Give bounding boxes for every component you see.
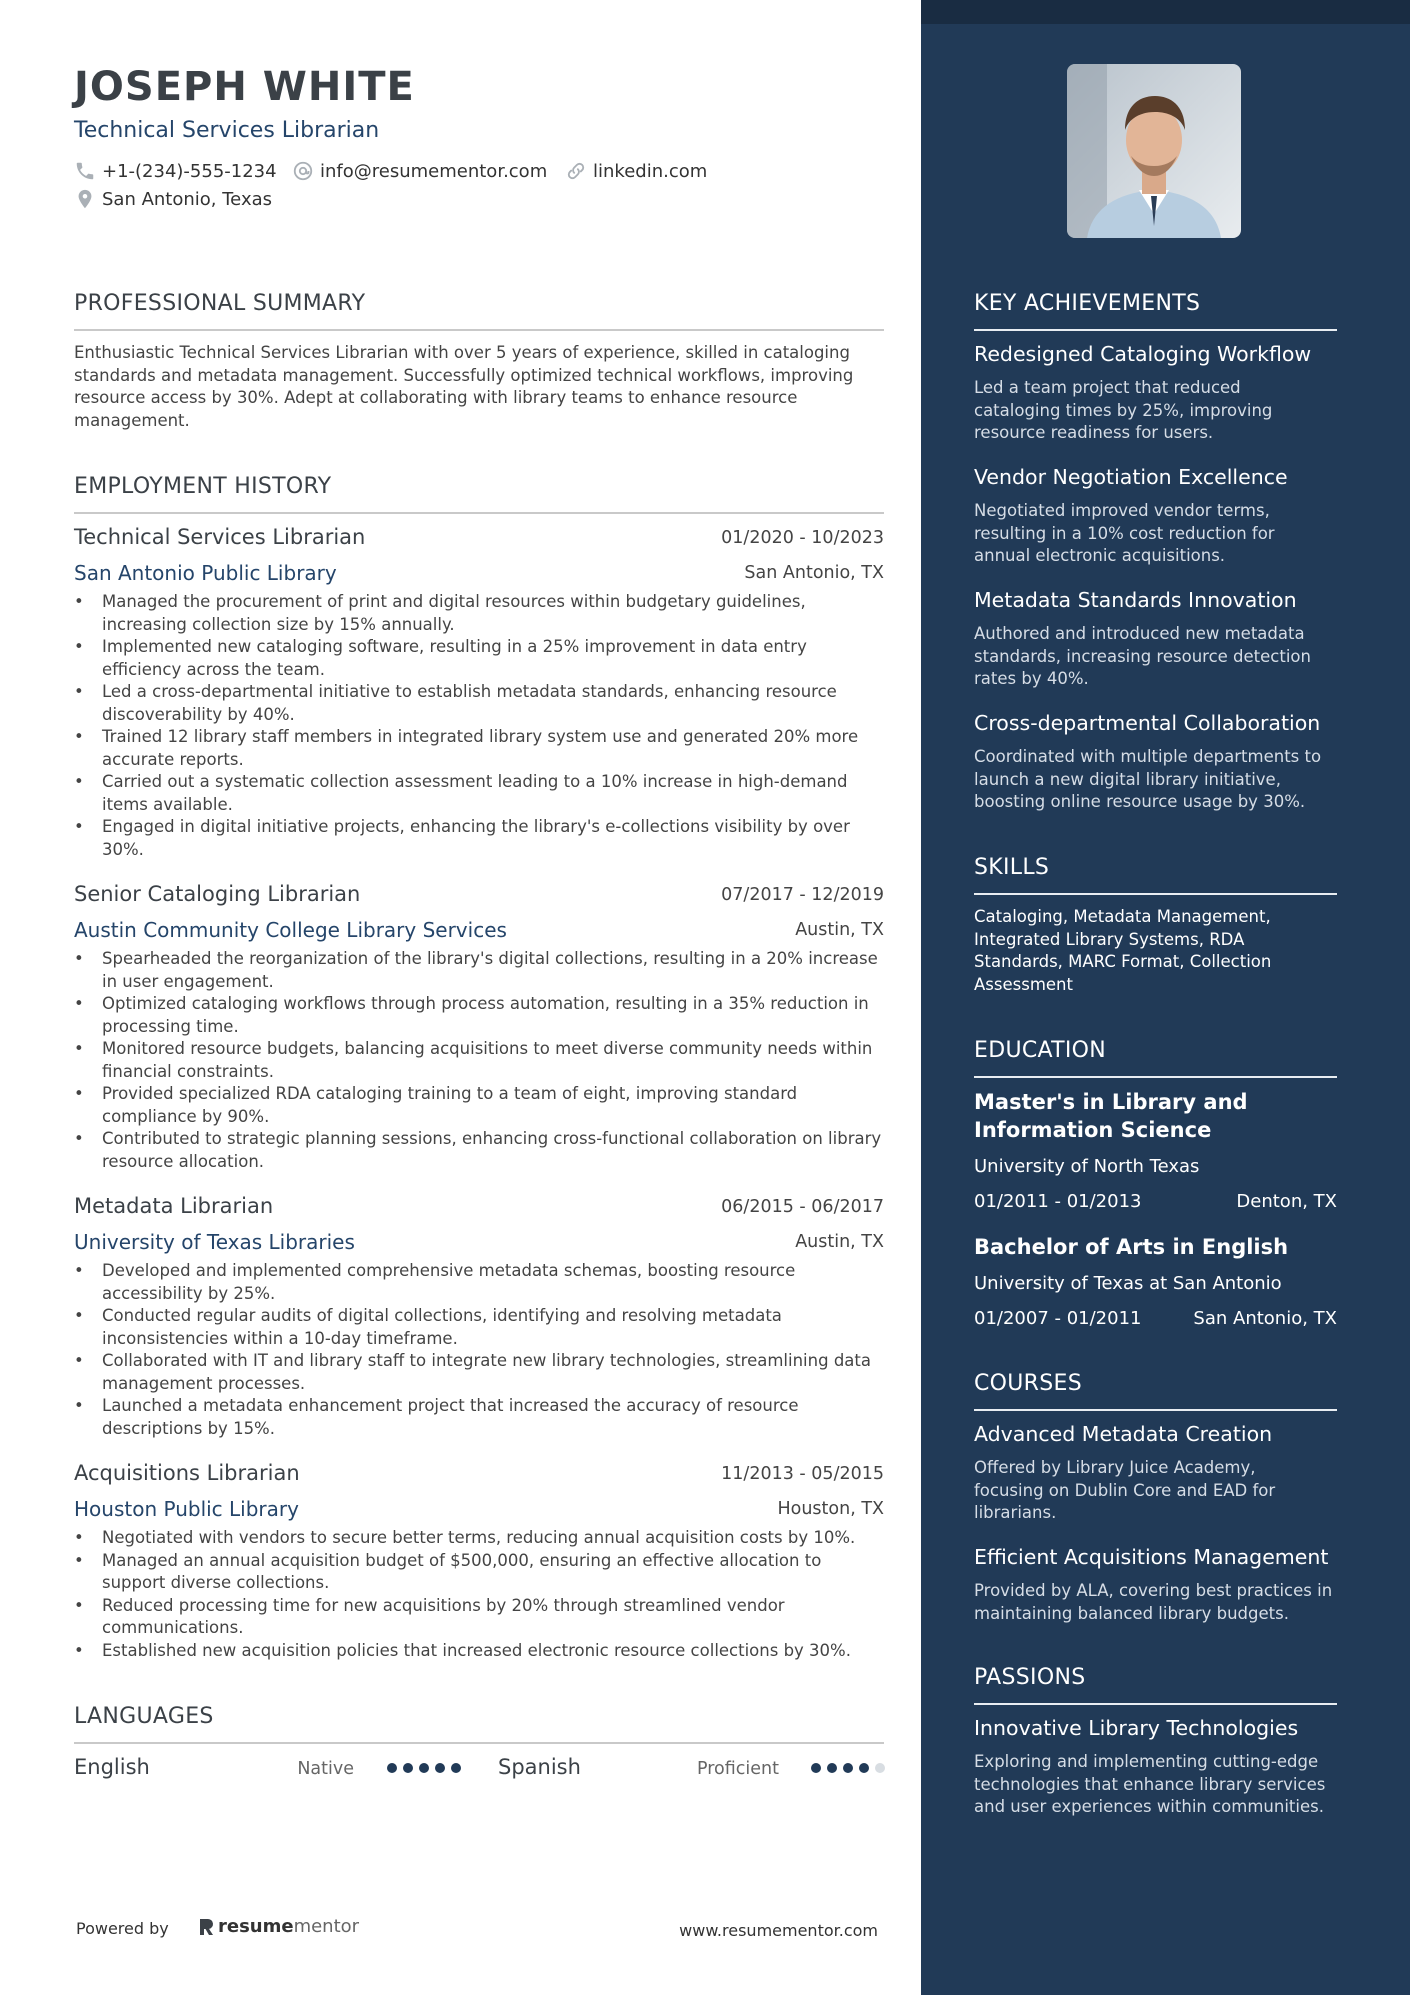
brand-mark-icon: [198, 1917, 214, 1937]
courses-heading: COURSES: [974, 1371, 1082, 1396]
rating-dot: [859, 1763, 869, 1773]
job-title: Acquisitions Librarian: [74, 1461, 300, 1485]
bullet-item: • Spearheaded the reorganization of the library's digital collections, resulting in a 20% increase in user engagement.: [74, 948, 884, 993]
job-company: Austin Community College Library Services: [74, 918, 507, 942]
at-icon: [292, 160, 314, 182]
languages-heading: LANGUAGES: [74, 1704, 214, 1729]
achievement-title: Cross-departmental Collaboration: [974, 711, 1321, 735]
rating-dot: [435, 1763, 445, 1773]
bullet-item: • Engaged in digital initiative projects, enhancing the library's e-collections visibility by over 30%.: [74, 816, 884, 861]
job-title: Technical Services Librarian: [74, 525, 366, 549]
email-text: info@resumementor.com: [320, 160, 548, 182]
achievement-title: Metadata Standards Innovation: [974, 588, 1297, 612]
bullet-item: • Trained 12 library staff members in integrated library system use and generated 20% more accurate reports.: [74, 726, 884, 771]
language-name: Spanish: [498, 1755, 581, 1779]
profile-photo: [1067, 64, 1241, 238]
education-school: University of North Texas: [974, 1156, 1200, 1177]
job-company: San Antonio Public Library: [74, 561, 337, 585]
course-text: Offered by Library Juice Academy, focusing on Dublin Core and EAD for librarians.: [974, 1458, 1276, 1522]
rating-dot: [419, 1763, 429, 1773]
achievements-divider: [974, 329, 1337, 331]
job-location: Austin, TX: [795, 1232, 884, 1252]
job-location: San Antonio, TX: [744, 563, 884, 583]
bullet-item: • Managed the procurement of print and digital resources within budgetary guidelines, increasing collection size by 15% annually.: [74, 591, 884, 636]
link-icon: [565, 160, 587, 182]
contact-linkedin[interactable]: [565, 160, 707, 182]
bullet-item: • Conducted regular audits of digital collections, identifying and resolving metadata inconsistencies within a 10-day timeframe.: [74, 1305, 884, 1350]
employment-divider: [74, 512, 884, 514]
language-rating: [811, 1763, 885, 1773]
job-bullets: [74, 1527, 884, 1662]
job-bullets: [74, 591, 884, 861]
location-pin-icon: [74, 188, 96, 210]
contact-phone[interactable]: [74, 160, 277, 182]
bullet-item: • Carried out a systematic collection assessment leading to a 10% increase in high-demand items available.: [74, 771, 884, 816]
rating-dot: [387, 1763, 397, 1773]
bullet-item: • Developed and implemented comprehensive metadata schemas, boosting resource accessibility by 25%.: [74, 1260, 884, 1305]
education-divider: [974, 1076, 1337, 1078]
passion-text: Exploring and implementing cutting-edge technologies that enhance library services and user experiences within communities.: [974, 1752, 1326, 1816]
passion-title: Innovative Library Technologies: [974, 1716, 1299, 1740]
achievement-text: Negotiated improved vendor terms, resulting in a 10% cost reduction for annual electronic acquisitions.: [974, 501, 1275, 565]
education-location: San Antonio, TX: [1193, 1308, 1337, 1329]
bullet-item: • Led a cross-departmental initiative to establish metadata standards, enhancing resource discoverability by 40%.: [74, 681, 884, 726]
course-title: Advanced Metadata Creation: [974, 1422, 1273, 1446]
summary-divider: [74, 329, 884, 331]
job-location: Houston, TX: [777, 1499, 884, 1519]
skills-heading: SKILLS: [974, 855, 1050, 880]
course-title: Efficient Acquisitions Management: [974, 1545, 1329, 1569]
website-link[interactable]: www.resumementor.com: [679, 1921, 878, 1940]
language-rating: [387, 1763, 461, 1773]
bullet-item: • Managed an annual acquisition budget of $500,000, ensuring an effective allocation to support diverse collections.: [74, 1550, 884, 1595]
job-title: Senior Cataloging Librarian: [74, 882, 361, 906]
bullet-item: • Reduced processing time for new acquisitions by 20% through streamlined vendor communications.: [74, 1595, 884, 1640]
language-level: Native: [297, 1759, 354, 1779]
candidate-name: JOSEPH WHITE: [74, 64, 415, 110]
achievement-title: Vendor Negotiation Excellence: [974, 465, 1288, 489]
summary-heading: PROFESSIONAL SUMMARY: [74, 291, 366, 316]
job-dates: 11/2013 - 05/2015: [721, 1464, 884, 1484]
job-title: Metadata Librarian: [74, 1194, 274, 1218]
candidate-title: Technical Services Librarian: [74, 118, 380, 143]
rating-dot: [875, 1763, 885, 1773]
resumementor-logo[interactable]: [198, 1916, 359, 1937]
language-level: Proficient: [697, 1759, 779, 1779]
portrait-image: [1067, 64, 1241, 238]
achievements-heading: KEY ACHIEVEMENTS: [974, 291, 1201, 316]
achievement-text: Coordinated with multiple departments to launch a new digital library initiative, boosting online resource usage by 30%.: [974, 747, 1322, 811]
rating-dot: [827, 1763, 837, 1773]
rating-dot: [811, 1763, 821, 1773]
education-degree: Bachelor of Arts in English: [974, 1235, 1289, 1259]
languages-divider: [74, 1742, 884, 1744]
contact-location: [74, 188, 272, 210]
education-degree: Master's in Library and Information Science: [974, 1090, 1248, 1142]
powered-by-label: Powered by: [76, 1919, 169, 1938]
sidebar-top-bar: [921, 0, 1410, 24]
achievement-text: Led a team project that reduced cataloging times by 25%, improving resource readiness for users.: [974, 378, 1273, 442]
achievement-title: Redesigned Cataloging Workflow: [974, 342, 1312, 366]
education-heading: EDUCATION: [974, 1038, 1107, 1063]
rating-dot: [403, 1763, 413, 1773]
job-company: University of Texas Libraries: [74, 1230, 355, 1254]
passions-divider: [974, 1703, 1337, 1705]
job-company: Houston Public Library: [74, 1497, 299, 1521]
job-location: Austin, TX: [795, 920, 884, 940]
bullet-item: • Collaborated with IT and library staff to integrate new library technologies, streamlining data management processes.: [74, 1350, 884, 1395]
rating-dot: [843, 1763, 853, 1773]
phone-icon: [74, 160, 96, 182]
phone-text: +1-(234)-555-1234: [102, 160, 277, 182]
bullet-item: • Provided specialized RDA cataloging training to a team of eight, improving standard compliance by 90%.: [74, 1083, 884, 1128]
education-dates: 01/2007 - 01/2011: [974, 1308, 1142, 1329]
bullet-item: • Negotiated with vendors to secure better terms, reducing annual acquisition costs by 10%.: [74, 1527, 884, 1550]
education-school: University of Texas at San Antonio: [974, 1273, 1282, 1294]
brand-name-light: mentor: [293, 1916, 360, 1937]
summary-text: Enthusiastic Technical Services Librarian with over 5 years of experience, skilled in cataloging standards and metadata management. Successfully optimized technical workflows, improving resource access by 30%. Adept at collaborating with library teams to enhance resource management.: [74, 343, 854, 430]
courses-divider: [974, 1409, 1337, 1411]
job-dates: 07/2017 - 12/2019: [721, 885, 884, 905]
achievement-text: Authored and introduced new metadata standards, increasing resource detection rates by 40%.: [974, 624, 1311, 688]
employment-heading: EMPLOYMENT HISTORY: [74, 474, 332, 499]
brand-name-bold: resume: [218, 1916, 294, 1937]
bullet-item: • Launched a metadata enhancement project that increased the accuracy of resource descriptions by 15%.: [74, 1395, 884, 1440]
skills-divider: [974, 893, 1337, 895]
passions-heading: PASSIONS: [974, 1665, 1086, 1690]
skills-list: Cataloging, Metadata Management, Integrated Library Systems, RDA Standards, MARC Format, Collection Assessment: [974, 907, 1272, 994]
education-dates: 01/2011 - 01/2013: [974, 1191, 1142, 1212]
bullet-item: • Established new acquisition policies that increased electronic resource collections by 30%.: [74, 1640, 884, 1663]
job-bullets: [74, 1260, 884, 1440]
job-dates: 06/2015 - 06/2017: [721, 1197, 884, 1217]
linkedin-text: linkedin.com: [593, 160, 708, 182]
job-dates: 01/2020 - 10/2023: [721, 528, 884, 548]
language-name: English: [74, 1755, 150, 1779]
bullet-item: • Implemented new cataloging software, resulting in a 25% improvement in data entry efficiency across the team.: [74, 636, 884, 681]
job-bullets: [74, 948, 884, 1173]
rating-dot: [451, 1763, 461, 1773]
education-location: Denton, TX: [1236, 1191, 1337, 1212]
contact-email[interactable]: [292, 160, 547, 182]
bullet-item: • Contributed to strategic planning sessions, enhancing cross-functional collaboration on library resource allocation.: [74, 1128, 884, 1173]
location-text: San Antonio, Texas: [102, 188, 272, 210]
course-text: Provided by ALA, covering best practices in maintaining balanced library budgets.: [974, 1581, 1333, 1623]
bullet-item: • Optimized cataloging workflows through process automation, resulting in a 35% reduction in processing time.: [74, 993, 884, 1038]
bullet-item: • Monitored resource budgets, balancing acquisitions to meet diverse community needs within financial constraints.: [74, 1038, 884, 1083]
